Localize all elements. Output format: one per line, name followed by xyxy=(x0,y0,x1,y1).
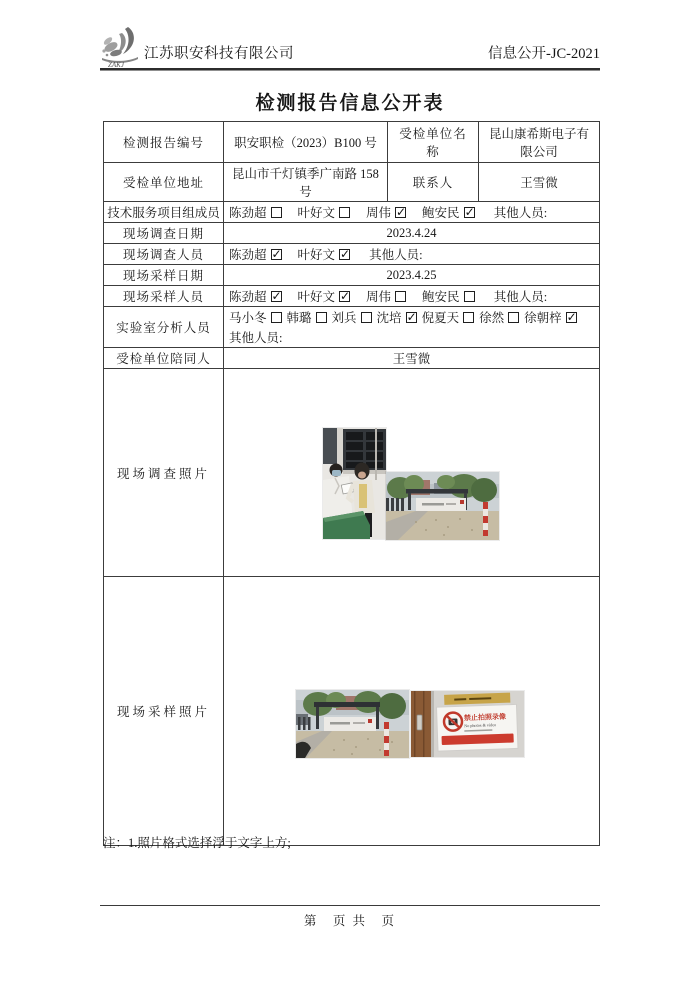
checkbox-checked[interactable] xyxy=(339,291,350,302)
table-row xyxy=(104,307,600,348)
person-checkbox-item xyxy=(422,203,475,221)
footnote: 注：1.照片格式选择浮于文字上方; xyxy=(103,836,291,850)
survey-staff-checkgroup xyxy=(229,248,366,262)
report-no-value: 职安职检（2023）B100 号 xyxy=(224,122,388,163)
person-name: 沈培 xyxy=(376,311,402,325)
survey-date-value: 2023.4.24 xyxy=(224,223,600,244)
checkbox-unchecked[interactable] xyxy=(271,312,282,323)
person-checkbox-item xyxy=(229,245,282,263)
table-row xyxy=(104,244,600,265)
lab-staff-label: 实验室分析人员 xyxy=(104,307,224,348)
table-row xyxy=(104,163,600,202)
table-row xyxy=(104,577,600,846)
page-title: 检测报告信息公开表 xyxy=(255,93,445,114)
no-photo-sign-subtitle: No photos & video xyxy=(464,722,497,729)
table-row xyxy=(104,348,600,369)
person-checkbox-item xyxy=(332,308,372,326)
person-name: 叶好文 xyxy=(297,248,336,262)
doc-code: 信息公开-JC-2021 xyxy=(488,46,600,62)
report-no-label: 检测报告编号 xyxy=(104,122,224,163)
person-checkbox-item xyxy=(524,308,577,326)
survey-date-label: 现场调查日期 xyxy=(104,223,224,244)
person-name: 韩璐 xyxy=(286,311,312,325)
person-name: 周伟 xyxy=(366,290,392,304)
page-number: 第 页 共 页 xyxy=(303,914,397,928)
person-checkbox-item xyxy=(298,245,351,263)
sampling-staff-cell xyxy=(224,286,600,307)
header-divider xyxy=(100,68,600,71)
checkbox-checked[interactable] xyxy=(566,312,577,323)
team-members-cell xyxy=(224,202,600,223)
checkbox-unchecked[interactable] xyxy=(339,207,350,218)
table-row xyxy=(104,265,600,286)
unit-addr-value: 昆山市千灯镇季广南路 158号 xyxy=(224,163,388,202)
sampling-photos-cell xyxy=(224,577,600,846)
striped-bollard xyxy=(384,722,389,756)
sampling-photo-entrance xyxy=(296,690,409,758)
checkbox-unchecked[interactable] xyxy=(508,312,519,323)
sampling-photos-label: 现场采样照片 xyxy=(104,577,224,846)
person-checkbox-item xyxy=(298,203,351,221)
lab-staff-checkgroup xyxy=(229,311,582,325)
team-label: 技术服务项目组成员 xyxy=(104,202,224,223)
table-row xyxy=(104,286,600,307)
escort-label: 受检单位陪同人 xyxy=(104,348,224,369)
footer-divider xyxy=(100,905,600,906)
checkbox-unchecked[interactable] xyxy=(463,312,474,323)
checkbox-unchecked[interactable] xyxy=(271,207,282,218)
company-logo-icon xyxy=(98,25,144,69)
checkbox-checked[interactable] xyxy=(271,249,282,260)
lab-staff-cell xyxy=(224,307,600,348)
sampling-photo-no-photo-sign xyxy=(411,691,524,757)
person-name: 鲍安民 xyxy=(422,290,460,304)
logo-text: ZAKJ xyxy=(108,61,124,69)
person-checkbox-item xyxy=(479,308,519,326)
sampling-date-label: 现场采样日期 xyxy=(104,265,224,286)
person-checkbox-item xyxy=(366,287,406,305)
person-checkbox-item xyxy=(229,203,282,221)
person-checkbox-item xyxy=(229,287,282,305)
person-name: 周伟 xyxy=(366,206,392,220)
others-label: 其他人员: xyxy=(493,206,548,220)
contact-label: 联系人 xyxy=(388,163,479,202)
person-checkbox-item xyxy=(422,308,475,326)
person-name: 陈劲超 xyxy=(229,248,267,262)
person-checkbox-item xyxy=(287,308,327,326)
table-row xyxy=(104,223,600,244)
checkbox-unchecked[interactable] xyxy=(316,312,327,323)
person-name: 倪夏天 xyxy=(421,311,460,325)
checkbox-checked[interactable] xyxy=(339,249,350,260)
no-photo-sign-title: 禁止拍照录像 xyxy=(463,712,507,723)
escort-value: 王雪微 xyxy=(224,348,600,369)
person-name: 马小冬 xyxy=(229,311,267,325)
person-name: 鲍安民 xyxy=(422,206,460,220)
company-name: 江苏职安科技有限公司 xyxy=(144,46,294,62)
checkbox-unchecked[interactable] xyxy=(464,291,475,302)
person-name: 刘兵 xyxy=(331,311,357,325)
checkbox-unchecked[interactable] xyxy=(395,291,406,302)
survey-staff-label: 现场调查人员 xyxy=(104,244,224,265)
person-checkbox-item xyxy=(366,203,406,221)
table-row xyxy=(104,369,600,577)
survey-photos-cell xyxy=(224,369,600,577)
person-checkbox-item xyxy=(422,287,475,305)
checkbox-checked[interactable] xyxy=(271,291,282,302)
team-checkgroup xyxy=(229,206,491,220)
sampling-date-value: 2023.4.25 xyxy=(224,265,600,286)
report-form-table xyxy=(103,121,600,846)
person-checkbox-item xyxy=(298,287,351,305)
person-name: 徐然 xyxy=(479,311,505,325)
person-checkbox-item xyxy=(377,308,417,326)
sampling-staff-checkgroup xyxy=(229,290,491,304)
person-name: 叶好文 xyxy=(297,206,336,220)
sampling-staff-label: 现场采样人员 xyxy=(104,286,224,307)
survey-photo-indoor xyxy=(323,428,386,539)
person-name: 陈劲超 xyxy=(229,206,267,220)
table-row xyxy=(104,122,600,163)
survey-photo-entrance xyxy=(386,472,499,540)
others-label: 其他人员: xyxy=(493,290,548,304)
person-name: 叶好文 xyxy=(297,290,336,304)
striped-bollard xyxy=(483,502,488,536)
person-checkbox-item xyxy=(229,308,282,326)
unit-addr-label: 受检单位地址 xyxy=(104,163,224,202)
unit-name-value: 昆山康希斯电子有限公司 xyxy=(479,122,600,163)
checkbox-checked[interactable] xyxy=(395,207,406,218)
checkbox-checked[interactable] xyxy=(406,312,417,323)
checkbox-unchecked[interactable] xyxy=(361,312,372,323)
survey-staff-cell xyxy=(224,244,600,265)
survey-photos-label: 现场调查照片 xyxy=(104,369,224,577)
person-name: 徐朝梓 xyxy=(524,311,562,325)
contact-value: 王雪微 xyxy=(479,163,600,202)
others-label: 其他人员: xyxy=(229,331,283,345)
checkbox-checked[interactable] xyxy=(464,207,475,218)
others-label: 其他人员: xyxy=(369,248,423,262)
table-row xyxy=(104,202,600,223)
person-name: 陈劲超 xyxy=(229,290,267,304)
unit-name-label: 受检单位名称 xyxy=(388,122,479,163)
